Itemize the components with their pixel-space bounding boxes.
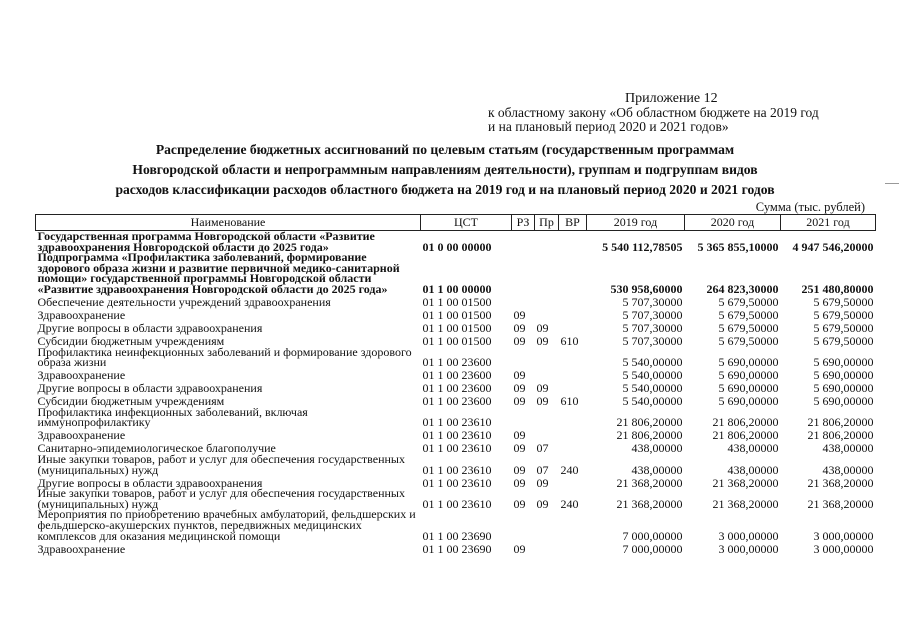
cell-cst: 01 1 00 23610	[422, 496, 492, 511]
cell-pr: 09	[536, 320, 549, 335]
cell-vr	[559, 321, 587, 334]
cell-y2021: 5 679,50000	[813, 333, 874, 348]
cell-name: Другие вопросы в области здравоохранения	[37, 475, 263, 490]
cell-y2019: 5 707,30000	[622, 294, 683, 309]
cell-cst: 01 1 00 01500	[422, 307, 492, 322]
cell-pr	[535, 428, 559, 441]
cell-name: Субсидии бюджетным учреждениям	[37, 394, 225, 409]
cell-vr	[559, 475, 587, 488]
cell-y2019: 21 368,20000	[616, 496, 683, 511]
cell-name: Санитарно-эпидемиологическое благополучие	[37, 441, 276, 456]
document-title	[60, 140, 830, 200]
cell-y2019: 21 806,20000	[616, 428, 683, 443]
cell-y2020: 21 806,20000	[712, 415, 779, 430]
cell-pr	[535, 231, 559, 253]
cell-name: Здравоохранение	[37, 541, 126, 556]
cell-y2020: 5 679,50000	[718, 307, 779, 322]
table-row	[36, 308, 876, 321]
cell-cst: 01 1 00 23600	[422, 394, 492, 409]
cell-y2021: 5 679,50000	[813, 294, 874, 309]
cell-vr	[559, 381, 587, 394]
table-row	[36, 381, 876, 394]
table-row	[36, 347, 876, 368]
cell-y2020: 21 806,20000	[712, 428, 779, 443]
cell-y2021: 3 000,00000	[813, 541, 874, 556]
cell-name: Здравоохранение	[37, 368, 126, 383]
cell-y2020: 438,00000	[727, 462, 779, 477]
appendix-line-2: и на плановый период 2020 и 2021 годов»	[488, 119, 729, 134]
cell-y2019: 7 000,00000	[622, 528, 683, 543]
cell-y2021: 5 690,00000	[813, 394, 874, 409]
cell-y2020: 21 368,20000	[712, 496, 779, 511]
cell-y2019: 438,00000	[631, 462, 683, 477]
cell-rz	[512, 252, 535, 294]
cell-y2020: 5 365 855,10000	[697, 239, 779, 254]
cell-rz: 09	[513, 368, 526, 383]
cell-y2021: 251 480,80000	[801, 281, 874, 296]
cell-y2020: 264 823,30000	[706, 281, 779, 296]
cell-cst: 01 1 00 00000	[422, 281, 492, 296]
table-body	[36, 231, 876, 555]
cell-y2020: 5 690,00000	[718, 355, 779, 370]
cell-y2020: 5 690,00000	[718, 394, 779, 409]
document-title-line-3: расходов классификации расходов областного бюджета на 2019 год и на плановый период 2020 и 2021 годов	[115, 182, 775, 197]
cell-y2021: 21 806,20000	[807, 428, 874, 443]
cell-rz: 09	[513, 428, 526, 443]
cell-vr	[559, 428, 587, 441]
cell-cst: 01 1 00 23610	[422, 428, 492, 443]
cell-rz	[512, 347, 535, 368]
cell-name: Профилактика инфекционных заболеваний, включая иммунопрофилактику	[37, 404, 308, 430]
cell-vr	[559, 231, 587, 253]
units-label: Сумма (тыс. рублей)	[755, 200, 865, 214]
cell-rz: 09	[513, 441, 526, 456]
cell-cst: 01 1 00 23610	[422, 441, 492, 456]
table-row	[36, 295, 876, 308]
appendix-title: Приложение 12	[625, 91, 718, 106]
cell-cst: 01 1 00 01500	[422, 333, 492, 348]
cell-name: Здравоохранение	[37, 428, 126, 443]
table-row	[36, 252, 876, 294]
cell-y2021: 21 368,20000	[807, 475, 874, 490]
cell-y2020: 3 000,00000	[718, 528, 779, 543]
cell-cst: 01 1 00 23690	[422, 528, 492, 543]
cell-y2019: 5 540,00000	[622, 394, 683, 409]
cell-y2020: 438,00000	[727, 441, 779, 456]
scan-mark	[885, 183, 899, 184]
header-2020: 2020 год	[685, 215, 781, 231]
cell-name: Субсидии бюджетным учреждениям	[37, 333, 225, 348]
header-2021: 2021 год	[781, 215, 876, 231]
cell-name: Иные закупки товаров, работ и услуг для обеспечения государственных (муниципальных) нужд	[37, 451, 405, 477]
cell-vr	[559, 407, 587, 428]
cell-y2021: 4 947 546,20000	[792, 239, 874, 254]
cell-y2020: 21 368,20000	[712, 475, 779, 490]
cell-vr	[559, 368, 587, 381]
cell-pr: 09	[536, 394, 549, 409]
cell-y2019: 5 707,30000	[622, 320, 683, 335]
header-name: Наименование	[36, 215, 421, 231]
cell-vr	[559, 308, 587, 321]
cell-name: Подпрограмма «Профилактика заболеваний, формирование здорового образа жизни и развитие первичной медико-санитарной помощи» государственной программы Новгородской области «Развитие здравоохранения Новгородской области до 2025 года»	[37, 250, 400, 296]
cell-pr: 09	[536, 475, 549, 490]
cell-pr: 09	[536, 333, 549, 348]
cell-vr: 610	[560, 394, 579, 409]
cell-y2020: 5 690,00000	[718, 368, 779, 383]
cell-rz: 09	[513, 541, 526, 556]
cell-y2019: 530 958,60000	[610, 281, 683, 296]
cell-name: Мероприятия по приобретению врачебных амбулаторий, фельдшерских и фельдшерско-акушерских пунктов, передвижных медицинских комплексов для оказания медицинской помощи	[37, 507, 416, 543]
header-rz: РЗ	[512, 215, 535, 231]
cell-vr	[559, 295, 587, 308]
cell-y2019: 5 707,30000	[622, 333, 683, 348]
table-row	[36, 231, 876, 253]
cell-name: Другие вопросы в области здравоохранения	[37, 320, 263, 335]
cell-rz: 09	[513, 462, 526, 477]
cell-y2021: 438,00000	[822, 441, 874, 456]
cell-rz: 09	[513, 320, 526, 335]
header-2019: 2019 год	[587, 215, 685, 231]
cell-vr: 240	[560, 496, 579, 511]
cell-pr	[535, 368, 559, 381]
cell-pr: 09	[536, 496, 549, 511]
header-cst: ЦСТ	[421, 215, 512, 231]
cell-name: Здравоохранение	[37, 307, 126, 322]
cell-y2020: 5 679,50000	[718, 294, 779, 309]
budget-table	[35, 214, 876, 554]
cell-rz: 09	[513, 496, 526, 511]
cell-y2021: 5 679,50000	[813, 307, 874, 322]
cell-name: Обеспечение деятельности учреждений здравоохранения	[37, 294, 331, 309]
cell-y2020: 5 679,50000	[718, 333, 779, 348]
cell-y2019: 5 540,00000	[622, 368, 683, 383]
cell-rz: 09	[513, 333, 526, 348]
cell-y2019: 21 368,20000	[616, 475, 683, 490]
cell-vr	[559, 509, 587, 541]
cell-name: Другие вопросы в области здравоохранения	[37, 381, 263, 396]
cell-rz	[512, 295, 535, 308]
cell-cst: 01 1 00 23690	[422, 541, 492, 556]
table-row	[36, 407, 876, 428]
cell-y2020: 5 690,00000	[718, 381, 779, 396]
cell-y2020: 5 679,50000	[718, 320, 779, 335]
cell-y2019: 5 540 112,78505	[602, 239, 683, 254]
cell-pr	[535, 541, 559, 554]
cell-rz: 09	[513, 381, 526, 396]
cell-pr	[535, 407, 559, 428]
cell-pr: 09	[536, 381, 549, 396]
cell-vr	[559, 347, 587, 368]
cell-rz: 09	[513, 394, 526, 409]
cell-y2019: 5 540,00000	[622, 355, 683, 370]
cell-y2021: 3 000,00000	[813, 528, 874, 543]
header-vr: ВР	[559, 215, 587, 231]
cell-cst: 01 1 00 23610	[422, 415, 492, 430]
header-pr: Пр	[535, 215, 559, 231]
cell-y2021: 5 690,00000	[813, 355, 874, 370]
cell-y2019: 5 707,30000	[622, 307, 683, 322]
cell-pr	[535, 252, 559, 294]
cell-y2021: 21 368,20000	[807, 496, 874, 511]
cell-cst: 01 1 00 23600	[422, 368, 492, 383]
cell-rz	[512, 407, 535, 428]
table-row	[36, 488, 876, 509]
cell-vr	[559, 441, 587, 454]
cell-cst: 01 1 00 01500	[422, 320, 492, 335]
cell-cst: 01 1 00 23610	[422, 475, 492, 490]
cell-pr	[535, 509, 559, 541]
cell-y2021: 5 679,50000	[813, 320, 874, 335]
cell-y2020: 3 000,00000	[718, 541, 779, 556]
document-title-line-1: Распределение бюджетных ассигнований по целевым статьям (государственным программам	[155, 142, 735, 157]
cell-y2019: 7 000,00000	[622, 541, 683, 556]
cell-vr: 240	[560, 462, 579, 477]
cell-y2019: 438,00000	[631, 441, 683, 456]
cell-y2019: 5 540,00000	[622, 381, 683, 396]
cell-name: Иные закупки товаров, работ и услуг для обеспечения государственных (муниципальных) нужд	[37, 486, 405, 511]
appendix-line-1: к областному закону «Об областном бюджете на 2019 год	[488, 105, 819, 120]
cell-rz	[512, 509, 535, 541]
cell-name: Профилактика неинфекционных заболеваний и формирование здорового образа жизни	[37, 344, 412, 370]
table-row	[36, 541, 876, 554]
cell-rz: 09	[513, 475, 526, 490]
cell-pr	[535, 295, 559, 308]
cell-cst: 01 0 00 00000	[422, 239, 492, 254]
cell-y2021: 21 806,20000	[807, 415, 874, 430]
cell-y2021: 5 690,00000	[813, 381, 874, 396]
table-row	[36, 321, 876, 334]
cell-name: Государственная программа Новгородской области «Развитие здравоохранения Новгородской области до 2025 года»	[37, 229, 375, 254]
cell-pr: 07	[536, 462, 549, 477]
table-row	[36, 368, 876, 381]
appendix-block	[488, 92, 888, 134]
cell-cst: 01 1 00 23600	[422, 381, 492, 396]
table-row	[36, 454, 876, 475]
cell-rz	[512, 231, 535, 253]
cell-rz: 09	[513, 307, 526, 322]
cell-pr	[535, 347, 559, 368]
cell-cst: 01 1 00 23600	[422, 355, 492, 370]
cell-pr: 07	[536, 441, 549, 456]
cell-vr	[559, 252, 587, 294]
cell-y2021: 5 690,00000	[813, 368, 874, 383]
cell-pr	[535, 308, 559, 321]
table-row	[36, 509, 876, 541]
cell-cst: 01 1 00 01500	[422, 294, 492, 309]
cell-y2019: 21 806,20000	[616, 415, 683, 430]
cell-y2021: 438,00000	[822, 462, 874, 477]
document-title-line-2: Новгородской области и непрограммным направлениям деятельности), группам и подгруппам видов	[132, 162, 758, 177]
cell-cst: 01 1 00 23610	[422, 462, 492, 477]
cell-vr	[559, 541, 587, 554]
cell-vr: 610	[560, 333, 579, 348]
table-row	[36, 428, 876, 441]
